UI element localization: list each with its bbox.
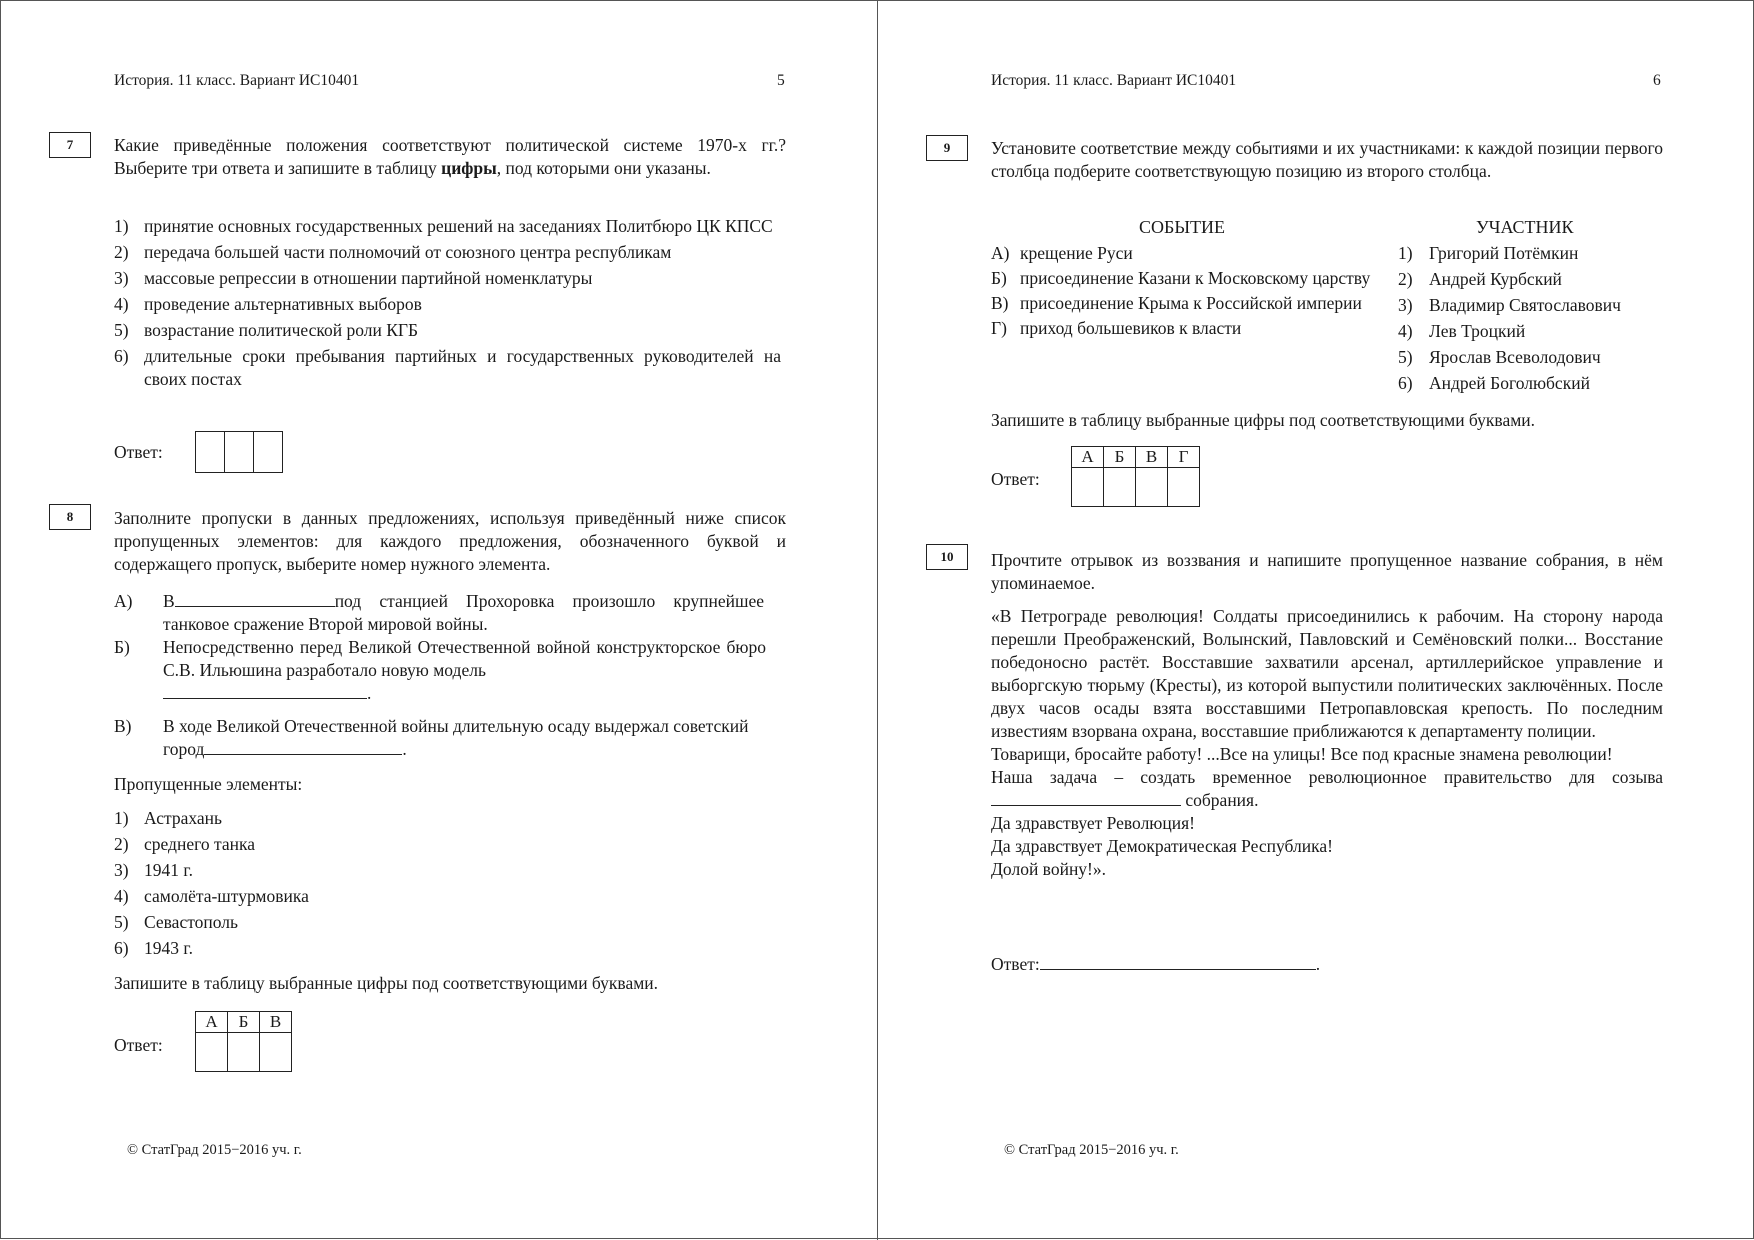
answer-grid-7[interactable] — [195, 431, 283, 473]
answer-cell[interactable] — [196, 1033, 228, 1072]
item-number: 4) — [114, 886, 129, 906]
list-item — [114, 885, 514, 908]
missing-elements-title: Пропущенные элементы: — [114, 774, 303, 794]
page-footer: © СтатГрад 2015−2016 уч. г. — [1004, 1142, 1179, 1158]
item-text: проведение альтернативных выборов — [144, 294, 422, 314]
missing-elements-list — [114, 807, 514, 963]
item-text: Ярослав Всеволодович — [1429, 347, 1601, 367]
question-8-instruction: Запишите в таблицу выбранные цифры под соответствующими буквами. — [114, 973, 659, 993]
item-number: 3) — [1398, 295, 1413, 315]
sentence-v — [114, 715, 766, 761]
quote-paragraph: «В Петрограде революция! Солдаты присоединились к рабочим. На сторону народа перешли Преображенский, Волынский, Павловский и Семёновский полки... Восстание победоносно растёт. Восставшие захватили арсенал, артиллерийское управление и выборгскую тюрьму (Кресты), из которой выпустили политических заключённых. После двух часов осады взята восставшими Петропавловская крепость. По последним известиям взорвана охрана, восставшие приближаются к департаменту полиции. — [991, 606, 1663, 741]
quote-p3-text: Наша задача – создать временное революционное правительство для созыва — [991, 767, 1663, 787]
sentence-b-end: . — [367, 683, 372, 703]
events-list — [991, 242, 1376, 342]
item-number: 5) — [114, 912, 129, 932]
list-item — [114, 241, 781, 264]
page-left — [1, 1, 877, 1240]
item-number: 2) — [114, 242, 129, 262]
list-item — [114, 293, 781, 316]
answer-line-10 — [991, 953, 1320, 976]
grid-column-letter: В — [1136, 447, 1168, 468]
item-number: 4) — [1398, 321, 1413, 341]
grid-column-letter: Г — [1168, 447, 1200, 468]
column-title-event: СОБЫТИЕ — [1139, 217, 1226, 237]
item-number: 5) — [114, 320, 129, 340]
blank-v[interactable] — [204, 738, 402, 755]
sentence-v-end: . — [402, 739, 407, 759]
list-item — [114, 345, 781, 391]
item-text: Астрахань — [144, 808, 222, 828]
item-text: 1943 г. — [144, 938, 193, 958]
list-item — [991, 267, 1376, 290]
item-number: 1) — [1398, 243, 1413, 263]
item-text: самолёта-штурмовика — [144, 886, 309, 906]
list-item — [1398, 268, 1663, 291]
answer-cell[interactable] — [254, 432, 283, 473]
page-header: История. 11 класс. Вариант ИС10401 — [991, 72, 1237, 89]
sentence-a-letter: А) — [114, 591, 133, 611]
answer-cell[interactable] — [228, 1033, 260, 1072]
item-number: 6) — [114, 938, 129, 958]
column-title-participant: УЧАСТНИК — [1476, 217, 1574, 237]
item-text: 1941 г. — [144, 860, 193, 880]
answer-input-10[interactable] — [1040, 953, 1316, 970]
item-text: принятие основных государственных решений на заседаниях Политбюро ЦК КПСС — [144, 216, 773, 236]
answer-end: . — [1315, 954, 1321, 974]
item-number: 1) — [114, 808, 129, 828]
question-9-text: Установите соответствие между событиями и их участниками: к каждой позиции первого столбца подберите соответствующую позицию из второго столбца. — [991, 138, 1663, 181]
item-number: 5) — [1398, 347, 1413, 367]
question-7-options — [114, 215, 781, 394]
blank-a[interactable] — [175, 590, 335, 607]
quote-paragraph: Да здравствует Демократическая Республика! — [991, 836, 1333, 856]
item-text: массовые репрессии в отношении партийной номенклатуры — [144, 268, 593, 288]
sentence-v-letter: В) — [114, 716, 132, 736]
question-10-text: Прочтите отрывок из воззвания и напишите пропущенное название собрания, в нём упоминаемое. — [991, 550, 1663, 593]
page-right — [878, 1, 1754, 1240]
item-text: Андрей Боголюбский — [1429, 373, 1590, 393]
answer-cell[interactable] — [260, 1033, 292, 1072]
grid-column-letter: Б — [228, 1012, 260, 1033]
answer-label: Ответ: — [991, 954, 1040, 974]
item-text: Андрей Курбский — [1429, 269, 1562, 289]
quote-paragraph: Долой войну!». — [991, 859, 1107, 879]
page-number: 6 — [1653, 72, 1661, 89]
list-item — [114, 833, 514, 856]
item-text: возрастание политической роли КГБ — [144, 320, 419, 340]
item-number: Б) — [991, 268, 1007, 288]
item-number: 1) — [114, 216, 129, 236]
sentence-b — [114, 636, 766, 705]
item-number: 6) — [114, 346, 129, 366]
sentence-a-pre: В — [163, 591, 175, 611]
answer-label: Ответ: — [114, 1035, 163, 1055]
blank-b[interactable] — [163, 682, 367, 699]
answer-label: Ответ: — [114, 442, 163, 462]
answer-cell[interactable] — [1072, 468, 1104, 507]
sentence-a — [114, 590, 764, 636]
answer-grid-9[interactable] — [1071, 446, 1200, 507]
sentence-b-text: Непосредственно перед Великой Отечественной войной конструкторское бюро С.В. Ильюшина разработало новую модель — [163, 637, 766, 680]
item-number: 2) — [1398, 269, 1413, 289]
item-text: крещение Руси — [1020, 243, 1133, 263]
answer-cell[interactable] — [1136, 468, 1168, 507]
question-number-8: 8 — [49, 504, 91, 530]
sentence-v-text: В ходе Великой Отечественной войны длительную осаду выдержал советский город — [163, 716, 749, 759]
list-item — [114, 937, 514, 960]
question-7-text-after: , под которыми они указаны. — [496, 158, 711, 178]
item-number: 3) — [114, 860, 129, 880]
item-text: присоединение Крыма к Российской империи — [1020, 293, 1362, 313]
list-item — [1398, 242, 1663, 265]
item-number: 4) — [114, 294, 129, 314]
item-text: Владимир Святославович — [1429, 295, 1621, 315]
item-text: приход большевиков к власти — [1020, 318, 1242, 338]
sentence-b-letter: Б) — [114, 637, 130, 657]
page-header: История. 11 класс. Вариант ИС10401 — [114, 72, 360, 89]
quote-p3-end: собрания. — [1185, 790, 1259, 810]
item-text: среднего танка — [144, 834, 255, 854]
list-item — [991, 317, 1376, 340]
quote-paragraph: Товарищи, бросайте работу! ...Все на улицы! Все под красные знамена революции! — [991, 744, 1613, 764]
question-9-instruction: Запишите в таблицу выбранные цифры под соответствующими буквами. — [991, 410, 1536, 430]
answer-cell[interactable] — [1104, 468, 1136, 507]
sentence-a-post: под станцией Прохоровка произошло крупнейшее танковое сражение Второй мировой войны. — [163, 591, 764, 634]
answer-cell[interactable] — [196, 432, 225, 473]
proclamation-quote — [991, 605, 1663, 881]
item-number: В) — [991, 293, 1009, 313]
answer-cell[interactable] — [1168, 468, 1200, 507]
participants-list — [1398, 242, 1663, 398]
list-item — [1398, 294, 1663, 317]
grid-column-letter: В — [260, 1012, 292, 1033]
list-item — [1398, 346, 1663, 369]
item-number: Г) — [991, 318, 1007, 338]
item-number: 2) — [114, 834, 129, 854]
question-number-7: 7 — [49, 132, 91, 158]
question-7-text — [114, 134, 786, 180]
question-7-text-before: Какие приведённые положения соответствуют политической системе 1970-х гг.? Выберите три ответа и запишите в таблицу — [114, 135, 786, 178]
item-number: 3) — [114, 268, 129, 288]
list-item — [114, 807, 514, 830]
item-text: Григорий Потёмкин — [1429, 243, 1579, 263]
list-item — [991, 292, 1376, 315]
blank-assembly[interactable] — [991, 789, 1181, 806]
question-8-text: Заполните пропуски в данных предложениях, используя приведённый ниже список пропущенных элементов: для каждого предложения, обозначенного буквой и содержащего пропуск, выберите номер нужного элемента. — [114, 508, 786, 574]
item-text: присоединение Казани к Московскому царству — [1020, 268, 1371, 288]
item-text: длительные сроки пребывания партийных и государственных руководителей на своих постах — [144, 346, 781, 389]
page-number: 5 — [777, 72, 785, 89]
quote-paragraph: Да здравствует Революция! — [991, 813, 1195, 833]
item-number: 6) — [1398, 373, 1413, 393]
quote-paragraph — [991, 766, 1663, 812]
list-item — [114, 911, 514, 934]
grid-column-letter: А — [1072, 447, 1104, 468]
item-text: передача большей части полномочий от союзного центра республикам — [144, 242, 672, 262]
grid-column-letter: Б — [1104, 447, 1136, 468]
item-text: Севастополь — [144, 912, 238, 932]
item-text: Лев Троцкий — [1429, 321, 1526, 341]
list-item — [1398, 320, 1663, 343]
list-item — [114, 319, 781, 342]
list-item — [114, 267, 781, 290]
question-7-text-bold: цифры — [441, 158, 497, 178]
list-item — [114, 215, 781, 238]
list-item — [991, 242, 1376, 265]
question-number-9: 9 — [926, 135, 968, 161]
page-footer: © СтатГрад 2015−2016 уч. г. — [127, 1142, 302, 1158]
question-number-10: 10 — [926, 544, 968, 570]
grid-column-letter: А — [196, 1012, 228, 1033]
list-item — [114, 859, 514, 882]
answer-label: Ответ: — [991, 469, 1040, 489]
answer-cell[interactable] — [225, 432, 254, 473]
item-number: А) — [991, 243, 1010, 263]
answer-grid-8[interactable] — [195, 1011, 292, 1072]
list-item — [1398, 372, 1663, 395]
